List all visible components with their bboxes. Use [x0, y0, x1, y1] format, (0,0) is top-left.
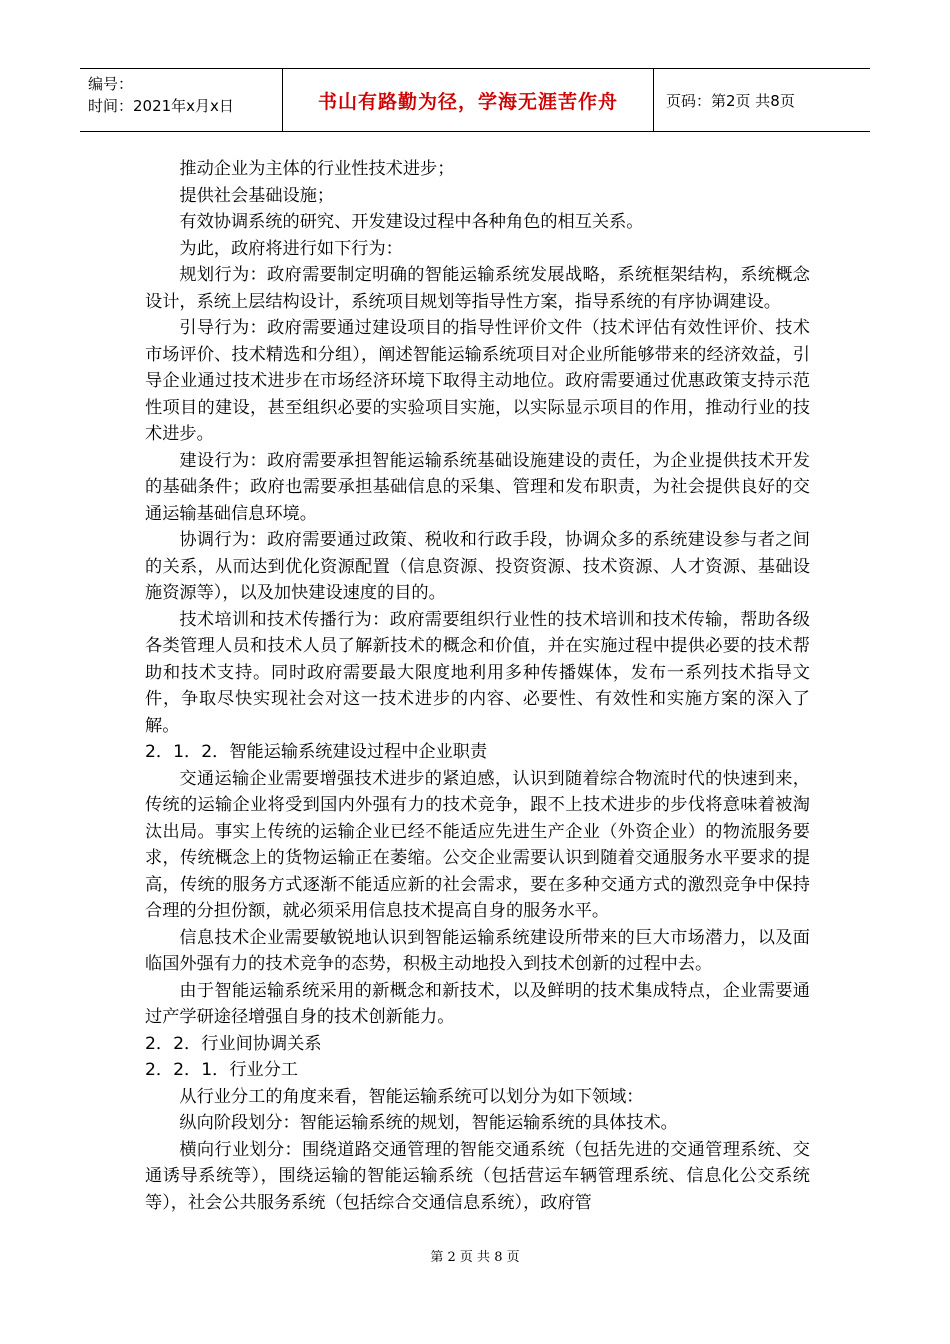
- body-paragraph: 信息技术企业需要敏锐地认识到智能运输系统建设所带来的巨大市场潜力，以及面临国外强有力的技术竞争的态势，积极主动地投入到技术创新的过程中去。: [145, 927, 810, 974]
- header-meta: [80, 69, 282, 131]
- header-page-info: 页码：第2页 共8页: [666, 91, 795, 110]
- body-paragraph: 交通运输企业需要增强技术进步的紧迫感，认识到随着综合物流时代的快速到来，传统的运输企业将受到国内外强有力的技术竞争，跟不上技术进步的步伐将意味着被淘汰出局。事实上传统的运输企业已经不能适应先进生产企业（外资企业）的物流服务要求，传统概念上的货物运输正在萎缩。公交企业需要认识到随着交通服务水平要求的提高，传统的服务方式逐渐不能适应新的社会需求，要在多种交通方式的激烈竞争中保持合理的分担份额，就必须采用信息技术提高自身的服务水平。: [145, 768, 810, 921]
- section-heading: 2．2．行业间协调关系: [145, 1033, 322, 1054]
- body-paragraph: 为此，政府将进行如下行为：: [179, 238, 403, 259]
- body-paragraph: 规划行为：政府需要制定明确的智能运输系统发展战略，系统框架结构，系统概念设计，系统上层结构设计，系统项目规划等指导性方案，指导系统的有序协调建设。: [145, 265, 810, 312]
- body-paragraph: 建设行为：政府需要承担智能运输系统基础设施建设的责任，为企业提供技术开发的基础条件；政府也需要承担基础信息的采集、管理和发布职责，为社会提供良好的交通运输基础信息环境。: [145, 450, 810, 524]
- document-body: [145, 156, 810, 1216]
- section-heading: 2．1．2．智能运输系统建设过程中企业职责: [145, 742, 488, 762]
- body-paragraph: 技术培训和技术传播行为：政府需要组织行业性的技术培训和技术传输，帮助各级各类管理人员和技术人员了解新技术的概念和价值，并在实施过程中提供必要的技术帮助和技术支持。同时政府需要最大限度地利用多种传播媒体，发布一系列技术指导文件，争取尽快实现社会对这一技术进步的内容、必要性、有效性和实施方案的深入了解。: [145, 609, 810, 736]
- document-number-label: 编号：: [88, 75, 134, 93]
- page-footer: 第 2 页 共 8 页: [430, 1250, 520, 1265]
- body-paragraph: 引导行为：政府需要通过建设项目的指导性评价文件（技术评估有效性评价、技术市场评价、技术精选和分组），阐述智能运输系统项目对企业所能够带来的经济效益，引导企业通过技术进步在市场经济环境下取得主动地位。政府需要通过优惠政策支持示范性项目的建设，甚至组织必要的实验项目实施，以实际显示项目的作用，推动行业的技术进步。: [145, 318, 810, 444]
- body-paragraph: 推动企业为主体的行业性技术进步；: [179, 159, 455, 179]
- body-paragraph: 协调行为：政府需要通过政策、税收和行政手段，协调众多的系统建设参与者之间的关系，从而达到优化资源配置（信息资源、投资资源、技术资源、人才资源、基础设施资源等），以及加快建设速度的目的。: [145, 530, 810, 603]
- page-header: [80, 68, 870, 132]
- section-heading: 2．2．1．行业分工: [145, 1060, 299, 1080]
- header-motto: 书山有路勤为径，学海无涯苦作舟: [282, 69, 654, 131]
- body-paragraph: 纵向阶段划分：智能运输系统的规划，智能运输系统的具体技术。: [179, 1113, 678, 1133]
- body-paragraph: 从行业分工的角度来看，智能运输系统可以划分为如下领域：: [179, 1086, 644, 1107]
- document-time-label: 时间：2021年x月x日: [88, 97, 234, 115]
- body-paragraph: 提供社会基础设施；: [179, 185, 335, 206]
- body-paragraph: 有效协调系统的研究、开发建设过程中各种角色的相互关系。: [179, 212, 644, 232]
- body-paragraph: 由于智能运输系统采用的新概念和新技术，以及鲜明的技术集成特点，企业需要通过产学研途径增强自身的技术创新能力。: [145, 980, 810, 1027]
- body-paragraph: 横向行业划分：围绕道路交通管理的智能交通系统（包括先进的交通管理系统、交通诱导系统等），围绕运输的智能运输系统（包括营运车辆管理系统、信息化公交系统等），社会公共服务系统（包括综合交通信息系统），政府管: [145, 1139, 810, 1213]
